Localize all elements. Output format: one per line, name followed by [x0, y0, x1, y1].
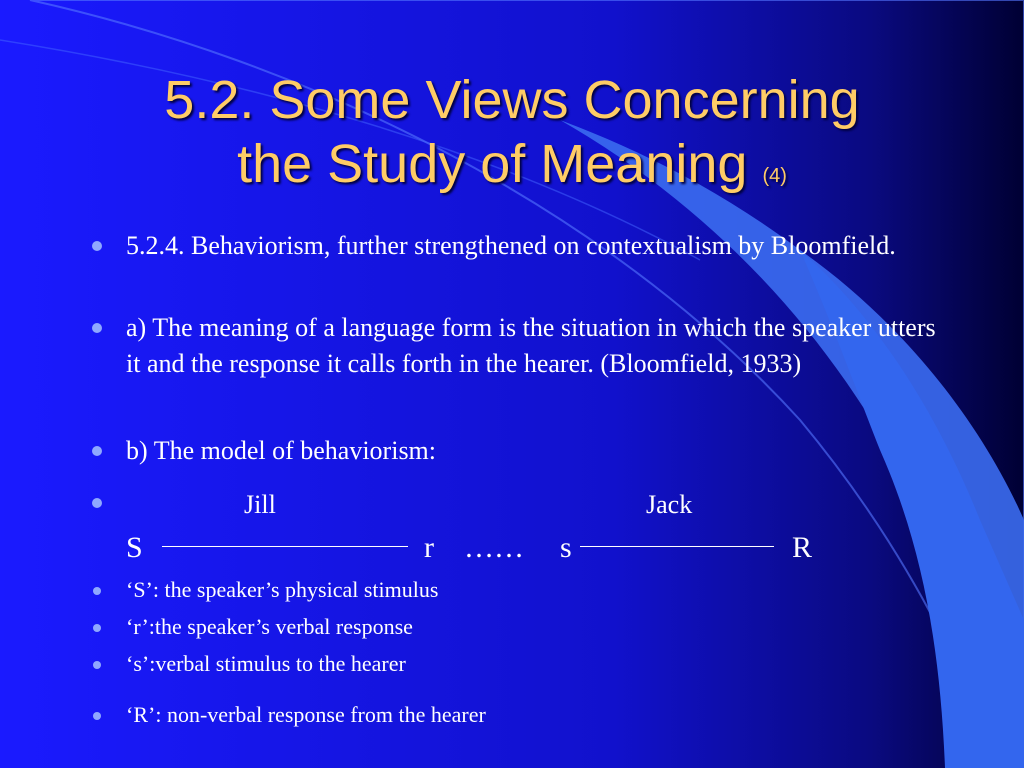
title-line-2 — [0, 132, 1024, 208]
bullet-dot — [93, 624, 101, 632]
title-suffix: (4) — [762, 165, 787, 187]
diagram-S: S — [126, 531, 143, 564]
bullet-dot — [92, 241, 102, 251]
bullet-text-2: a) The meaning of a language form is the situation in which the speaker utters it and the response it calls forth in the hearer. (Bloomfield, 1933) — [126, 313, 936, 378]
title-line-2-text: the Study of Meaning — [237, 134, 748, 194]
diagram-dots: …… — [464, 531, 524, 564]
bullet-dot — [92, 323, 102, 333]
slide-title — [0, 68, 1024, 208]
title-line-1: 5.2. Some Views Concerning — [164, 70, 860, 130]
diagram-hearer-label: Jack — [646, 490, 693, 519]
definition-r: ‘r’:the speaker’s verbal response — [126, 614, 413, 639]
diagram-speaker-label: Jill — [244, 490, 276, 519]
bullet-dot — [92, 498, 102, 508]
diagram-s: s — [560, 531, 572, 564]
bullet-dot — [93, 661, 101, 669]
definition-R: ‘R’: non-verbal response from the hearer — [126, 702, 486, 727]
bullet-dot — [92, 446, 102, 456]
bullet-text-3: b) The model of behaviorism: — [126, 436, 437, 465]
bullet-dot — [93, 712, 101, 720]
definition-S: ‘S’: the speaker’s physical stimulus — [126, 577, 439, 602]
bullet-text-1: 5.2.4. Behaviorism, further strengthened on contextualism by Bloomfield. — [126, 231, 896, 260]
bullet-dot — [93, 587, 101, 595]
diagram-R: R — [792, 531, 813, 564]
diagram-arrow-line-2 — [580, 546, 774, 547]
definition-s: ‘s’:verbal stimulus to the hearer — [126, 651, 406, 676]
diagram-arrow-line-1 — [162, 546, 408, 547]
diagram-r: r — [424, 531, 434, 564]
